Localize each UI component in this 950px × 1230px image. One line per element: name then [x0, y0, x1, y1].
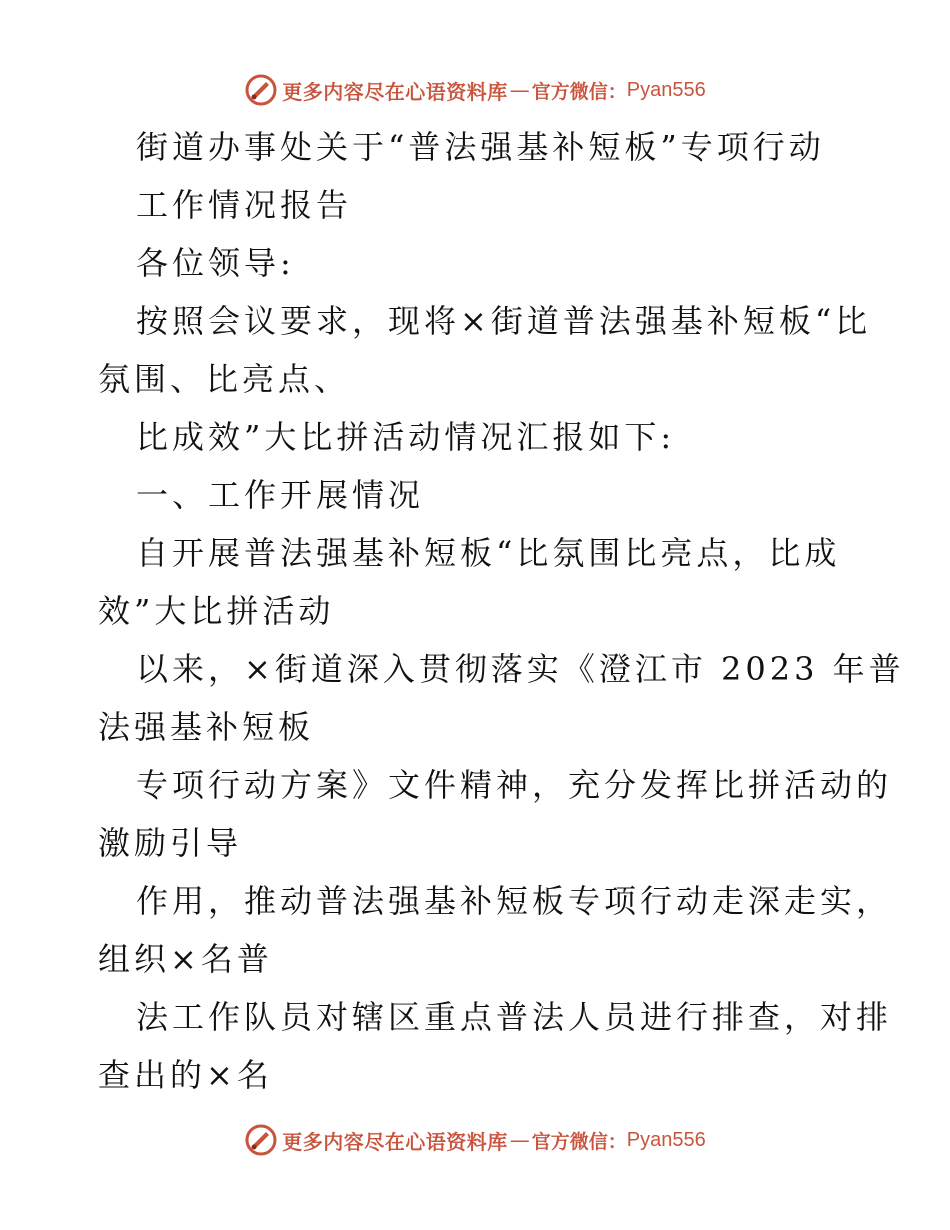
text-line: 组织×名普	[98, 940, 273, 978]
watermark-logo-icon	[244, 73, 278, 107]
text-line: 专项行动方案》文件精神，充分发挥比拼活动的	[136, 766, 893, 804]
watermark-sub-text: 官方微信：	[531, 1130, 627, 1153]
text-line: 一、工作开展情况	[136, 476, 425, 514]
text-line: 激励引导	[98, 824, 243, 862]
text-line: 街道办事处关于“普法强基补短板”专项行动	[136, 128, 825, 166]
text-line: 法工作队员对辖区重点普法人员进行排查，对排	[136, 998, 893, 1036]
text-line: 工作情况报告	[136, 186, 353, 224]
text-line: 效”大比拼活动	[98, 592, 335, 630]
text-line: 氛围、比亮点、	[98, 360, 351, 398]
text-line: 以来，×街道深入贯彻落实《澄江市 2023 年普	[136, 650, 905, 688]
watermark-handle: Pyan556	[626, 1128, 706, 1151]
watermark-logo-icon	[244, 1123, 278, 1157]
text-line: 作用，推动普法强基补短板专项行动走深走实，	[136, 882, 893, 920]
text-line: 按照会议要求，现将×街道普法强基补短板“比	[136, 302, 872, 340]
footer-watermark	[0, 1120, 950, 1160]
watermark-main-text: 更多内容尽在心语资料库	[282, 79, 508, 104]
watermark-main-text: 更多内容尽在心语资料库	[282, 1129, 508, 1154]
watermark-dash: —	[509, 1128, 530, 1152]
text-line: 各位领导:	[136, 244, 295, 282]
text-line: 比成效”大比拼活动情况汇报如下:	[136, 418, 676, 456]
watermark-dash: —	[509, 78, 530, 102]
document-body	[98, 118, 905, 1104]
text-line: 法强基补短板	[98, 708, 315, 746]
text-line: 查出的×名	[98, 1056, 273, 1094]
watermark-handle: Pyan556	[626, 78, 706, 101]
watermark-sub-text: 官方微信：	[531, 80, 627, 103]
text-line: 自开展普法强基补短板“比氛围比亮点，比成	[136, 534, 841, 572]
header-watermark	[0, 70, 950, 110]
